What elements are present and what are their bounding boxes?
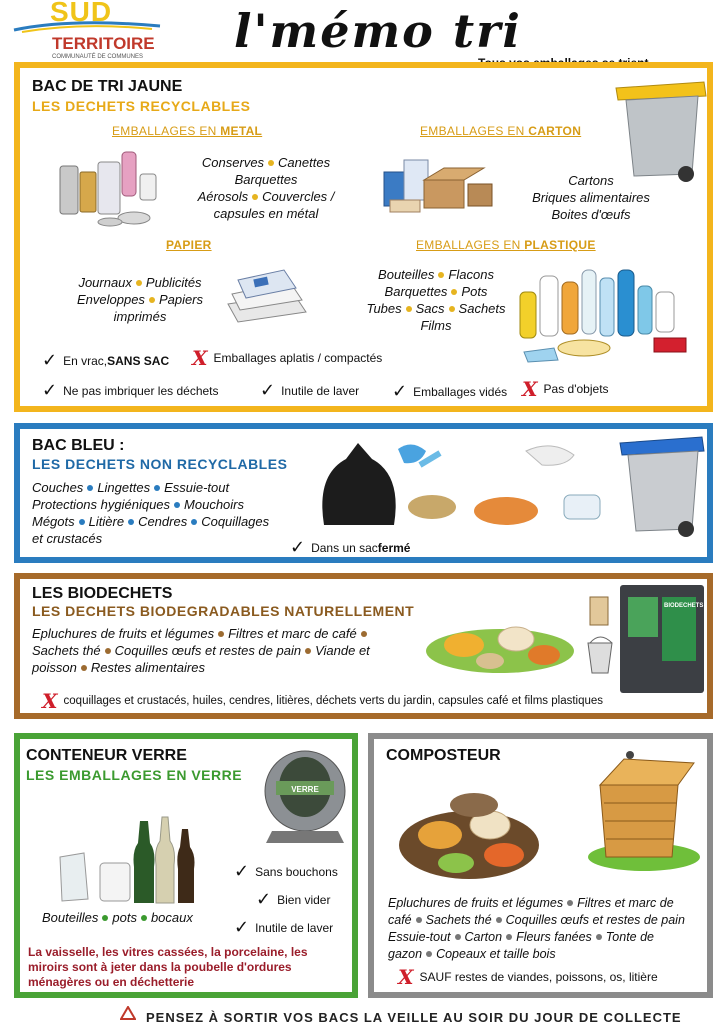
section-title: CONTENEUR VERRE: [26, 747, 187, 764]
cross-icon: X: [192, 346, 208, 370]
composteur-exclusions: X SAUF restes de viandes, poissons, os, litière: [398, 965, 658, 989]
page-title: l'mémo tri: [234, 4, 522, 58]
footer-reminder: PENSEZ À SORTIR VOS BACS LA VEILLE AU SOIR DU JOUR DE COLLECTE: [146, 1010, 682, 1024]
section-title: BAC BLEU :: [32, 437, 125, 454]
cross-icon: X: [522, 377, 538, 401]
check-icon: ✓: [392, 381, 408, 402]
section-subtitle: LES DECHETS BIODEGRADABLES NATURELLEMENT: [32, 603, 415, 619]
warning-icon: [120, 1006, 136, 1020]
section-title: BAC DE TRI JAUNE: [32, 78, 183, 95]
newspapers-icon: [224, 264, 310, 326]
section-subtitle: LES DECHETS NON RECYCLABLES: [32, 456, 288, 472]
logo: [10, 0, 175, 60]
bleu-items: Couches Lingettes Essuie-tout Protections hygiéniques Mouchoirs Mégots Litière Cendres Coquillages et crustacés: [32, 480, 270, 546]
rule-emballages-vides: ✓ Emballages vidés: [392, 381, 508, 402]
category-papier: PAPIER: [166, 238, 212, 252]
section-subtitle: LES EMBALLAGES EN VERRE: [26, 767, 243, 783]
bio-items: Epluchures de fruits et légumes Filtres et marc de café Sachets thé Coquilles œufs et restes de pain Viande et poisson Restes alimentaires: [32, 626, 370, 675]
blue-bin-icon: [616, 431, 708, 539]
plastic-packaging-icon: [514, 252, 694, 364]
rule-pas-objets: X Pas d'objets: [522, 377, 609, 401]
check-icon: ✓: [290, 537, 306, 558]
logo-territoire-text: TERRITOIRE: [52, 34, 155, 53]
check-icon: ✓: [42, 350, 58, 371]
glass-bottles-icon: [50, 807, 210, 907]
carton-items: Cartons Briques alimentaires Boites d'œufs: [532, 173, 650, 222]
cross-icon: X: [398, 965, 414, 989]
logo-swoosh-icon: [12, 20, 162, 34]
category-carton: EMBALLAGES EN CARTON: [420, 124, 582, 138]
compost-scraps-icon: [394, 775, 544, 885]
category-metal: EMBALLAGES EN METAL: [112, 124, 263, 138]
section-title: LES BIODECHETS: [32, 585, 173, 602]
check-icon: ✓: [256, 889, 272, 910]
papier-items: Journaux Publicités Enveloppes Papiers imprimés: [76, 275, 204, 324]
rule-ne-pas-imbriquer: ✓ Ne pas imbriquer les déchets: [42, 380, 219, 401]
composteur-items: Epluchures de fruits et légumes Filtres et marc de café Sachets thé Coquilles œufs et restes de pain Essuie-tout Carton Fleurs fanées Tonte de gazon Copeaux et taille bois: [388, 896, 685, 961]
verre-items: Bouteilles pots bocaux: [42, 910, 193, 925]
rule-inutile-laver-verre: ✓ Inutile de laver: [234, 917, 334, 938]
rule-aplatis: X Emballages aplatis / compactés: [192, 346, 383, 370]
check-icon: ✓: [234, 861, 250, 882]
panel-biodechets: [14, 573, 713, 719]
check-icon: ✓: [42, 380, 58, 401]
bio-bucket-icon: [586, 593, 616, 675]
logo-subtext: COMMUNAUTÉ DE COMMUNES: [52, 54, 143, 60]
food-scraps-icon: [420, 599, 580, 679]
rule-vrac-sans-sac: ✓ En vrac, SANS SAC: [42, 350, 170, 371]
logo-sud-text: SUD: [50, 0, 113, 27]
cross-icon: X: [42, 689, 58, 713]
carton-packaging-icon: [380, 154, 500, 218]
rule-sans-bouchons: ✓ Sans bouchons: [234, 861, 338, 882]
metal-items: Conserves Canettes Barquettes Aérosols Couvercles / capsules en métal: [197, 155, 335, 221]
plastique-items: Bouteilles Flacons Barquettes Pots Tubes Sacs Sachets Films: [366, 267, 506, 333]
yellow-bin-icon: [612, 74, 710, 184]
panel-conteneur-verre: [14, 733, 358, 998]
panel-bac-jaune: [14, 62, 713, 412]
rule-sac-ferme: ✓ Dans un sac fermé: [290, 537, 411, 558]
panel-composteur: [368, 733, 713, 998]
composter-box-icon: [574, 745, 704, 875]
glass-bin-label: VERRE: [291, 785, 319, 794]
glass-container-icon: [262, 747, 348, 847]
rule-bien-vider: ✓ Bien vider: [256, 889, 331, 910]
metal-packaging-icon: [50, 144, 165, 229]
category-plastique: EMBALLAGES EN PLASTIQUE: [416, 238, 596, 252]
bio-container-icon: BIODECHETS: [620, 585, 704, 693]
non-recyclable-waste-icon: [316, 435, 606, 535]
check-icon: ✓: [260, 380, 276, 401]
check-icon: ✓: [234, 917, 250, 938]
section-title: COMPOSTEUR: [386, 747, 501, 764]
section-subtitle: LES DECHETS RECYCLABLES: [32, 98, 251, 114]
verre-warning: La vaisselle, les vitres cassées, la porcelaine, les miroirs sont à jeter dans la poubelle d'ordures ménagères ou en déchetterie: [28, 945, 308, 989]
panel-bac-bleu: [14, 423, 713, 563]
bio-exclusions: X coquillages et crustacés, huiles, cendres, litières, déchets verts du jardin, capsules café et films plastiques: [42, 689, 604, 713]
rule-inutile-laver: ✓ Inutile de laver: [260, 380, 360, 401]
